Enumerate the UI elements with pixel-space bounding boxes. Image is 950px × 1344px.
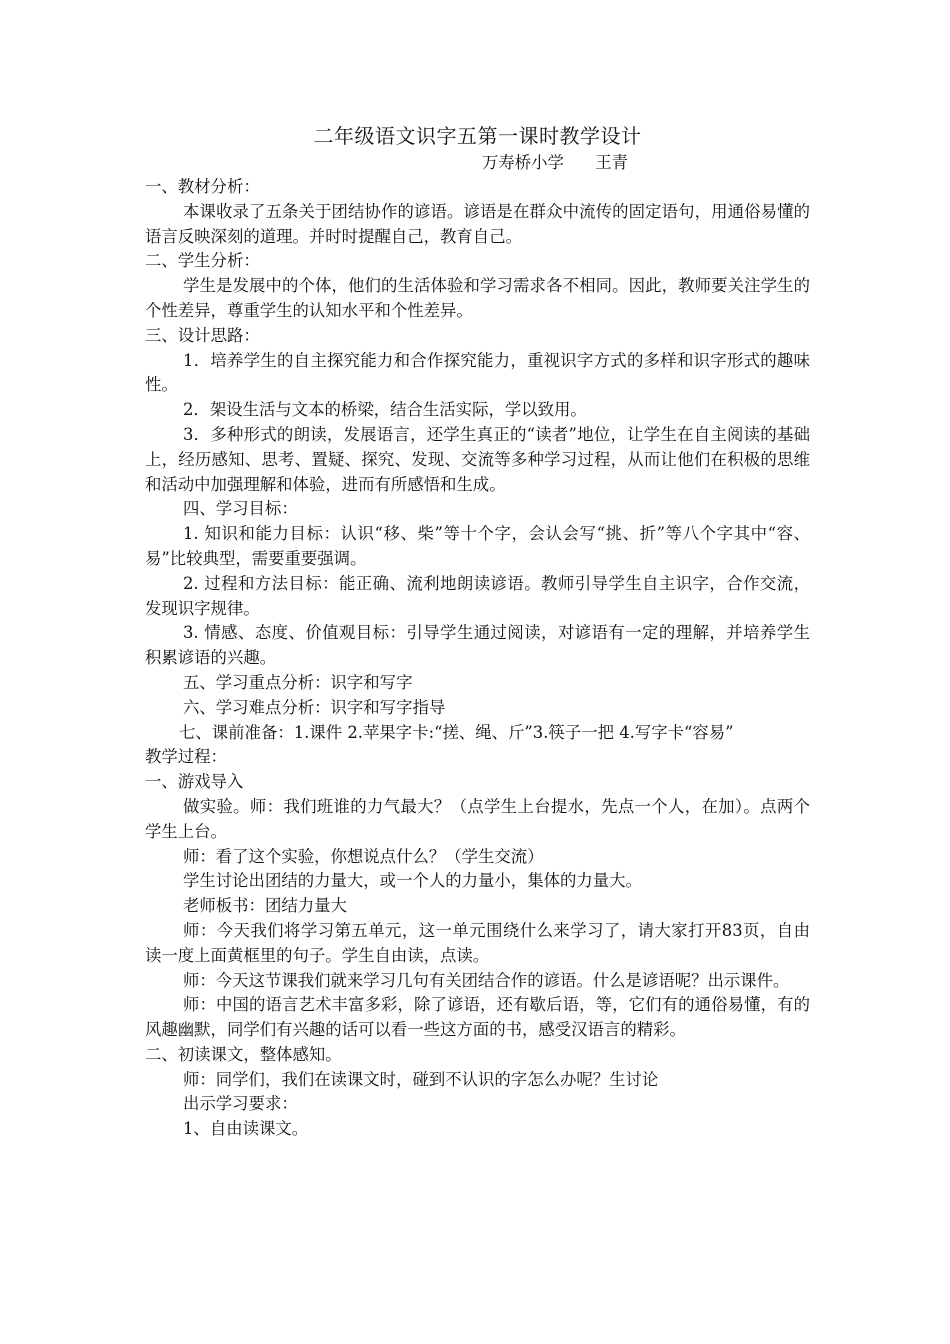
paragraph: 1．培养学生的自主探究能力和合作探究能力，重视识字方式的多样和识字形式的趣味性。 (145, 350, 810, 395)
paragraph: 师：今天这节课我们就来学习几句有关团结合作的谚语。什么是谚语呢？出示课件。 (183, 970, 790, 990)
paragraph: 2. 过程和方法目标：能正确、流利地朗读谚语。教师引导学生自主识字，合作交流，发现识字规律。 (145, 573, 810, 618)
paragraph: 1、自由读课文。 (183, 1119, 309, 1139)
document-author: 万寿桥小学 王青 (482, 153, 628, 172)
paragraph: 师：今天我们将学习第五单元，这一单元围绕什么来学习了，请大家打开83页，自由读一度上面黄框里的句子。学生自由读，点读。 (145, 920, 810, 965)
section-heading: 一、教材分析： (145, 177, 260, 196)
paragraph: 老师板书：团结力量大 (183, 896, 347, 916)
paragraph: 师：同学们，我们在读课文时，碰到不认识的字怎么办呢？生讨论 (183, 1069, 659, 1089)
paragraph: 本课收录了五条关于团结协作的谚语。谚语是在群众中流传的固定语句，用通俗易懂的语言反映深刻的道理。并时时提醒自己，教育自己。 (145, 201, 810, 246)
document-page (145, 122, 810, 1142)
section-heading: 五、学习重点分析：识字和写字 (183, 672, 413, 692)
section-heading: 六、学习难点分析：识字和写字指导 (183, 697, 446, 717)
section-heading: 二、学生分析： (145, 251, 260, 271)
paragraph: 师：中国的语言艺术丰富多彩，除了谚语，还有歇后语，等，它们有的通俗易懂，有的风趣幽默，同学们有兴趣的话可以看一些这方面的书，感受汉语言的精彩。 (145, 995, 810, 1040)
section-heading: 教学过程： (145, 747, 227, 767)
document-title: 二年级语文识字五第一课时教学设计 (313, 124, 642, 148)
section-heading: 四、学习目标： (183, 499, 298, 519)
paragraph: 3. 情感、态度、价值观目标：引导学生通过阅读，对谚语有一定的理解，并培养学生积累谚语的兴趣。 (145, 623, 810, 668)
paragraph: 1. 知识和能力目标：认识“移、柴”等十个字，会认会写“挑、折”等八个字其中“容、易”比较典型，需要重要强调。 (145, 524, 810, 568)
paragraph: 做实验。师：我们班谁的力气最大？（点学生上台提水，先点一个人，在加）。点两个学生上台。 (145, 796, 810, 841)
paragraph: 学生讨论出团结的力量大，或一个人的力量小，集体的力量大。 (183, 871, 642, 891)
section-heading: 三、设计思路： (145, 325, 260, 345)
paragraph: 学生是发展中的个体，他们的生活体验和学习需求各不相同。因此，教师要关注学生的个性差异，尊重学生的认知水平和个性差异。 (145, 276, 810, 320)
paragraph: 出示学习要求： (183, 1094, 298, 1114)
section-heading: 一、游戏导入 (145, 772, 244, 792)
section-heading: 七、课前准备：1.课件 2.苹果字卡:“搓、绳、斤”3.筷子一把 4.写字卡“容易” (179, 722, 734, 742)
paragraph: 3．多种形式的朗读，发展语言，还学生真正的“读者”地位，让学生在自主阅读的基础上，经历感知、思考、置疑、探究、发现、交流等多种学习过程，从而让他们在积极的思维和活动中加强理解和体验，进而有所感悟和生成。 (145, 424, 810, 494)
section-heading: 二、初读课文，整体感知。 (145, 1044, 342, 1064)
paragraph: 2．架设生活与文本的桥梁，结合生活实际，学以致用。 (183, 400, 587, 420)
paragraph: 师：看了这个实验，你想说点什么？（学生交流） (183, 846, 544, 866)
